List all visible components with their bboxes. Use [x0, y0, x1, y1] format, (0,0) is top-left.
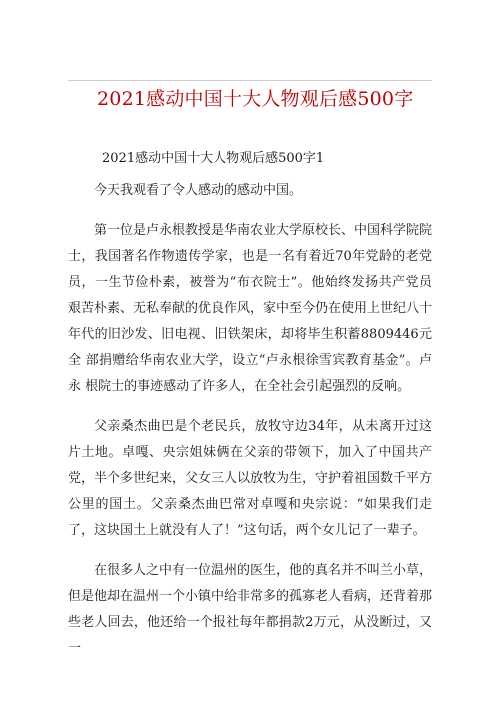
document-subtitle: 2021感动中国十大人物观后感500字1	[102, 151, 325, 166]
document-title: 2021感动中国十大人物观后感500字	[97, 88, 414, 110]
paragraph-intro: 今天我观看了令人感动的感动中国。	[94, 183, 303, 198]
paragraph-lu-yonggen: 第一位是卢永根教授是华南农业大学原校长、中国科学院院士，我国著名作物遗传学家，也是一名有着近70年党龄的老党 员，一生节俭朴素，被誉为“布衣院士”。他始终发扬共产党员 艰苦朴素、无私奉献的优良作风，家中至今仍在使用上世纪八十 年代的旧沙发、旧电视、旧铁架床，却将毕生积蓄8809446元全 部捐赠给华南农业大学，设立“卢永根徐雪宾教育基金”。卢永 根院士的事迹感动了许多人，在全社会引起强烈的反响。	[68, 223, 433, 394]
paragraph-border-herders: 父亲桑杰曲巴是个老民兵，放牧守边34年，从未离开过这 片土地。卓嘎、央宗姐妹俩在父亲的带领下，加入了中国共产党，半个多世纪来，父女三人以放牧为生，守护着祖国数千平方公里的国土。父亲桑杰曲巴常对卓嘎和央宗说：“如果我们走了，这块国土上就没有人了！”这句话，两个女儿记了一辈子。	[68, 419, 433, 538]
header-rule	[68, 80, 432, 81]
document-body	[68, 146, 432, 662]
paragraph-wenzhou-doctor: 在很多人之中有一位温州的医生，他的真名并不叫兰小草，但是他却在温州一个小镇中给非常多的孤寡老人看病，还背着那些老人回去，他还给一个报社每年都捐款2万元，从没断过，又 一	[68, 563, 433, 656]
